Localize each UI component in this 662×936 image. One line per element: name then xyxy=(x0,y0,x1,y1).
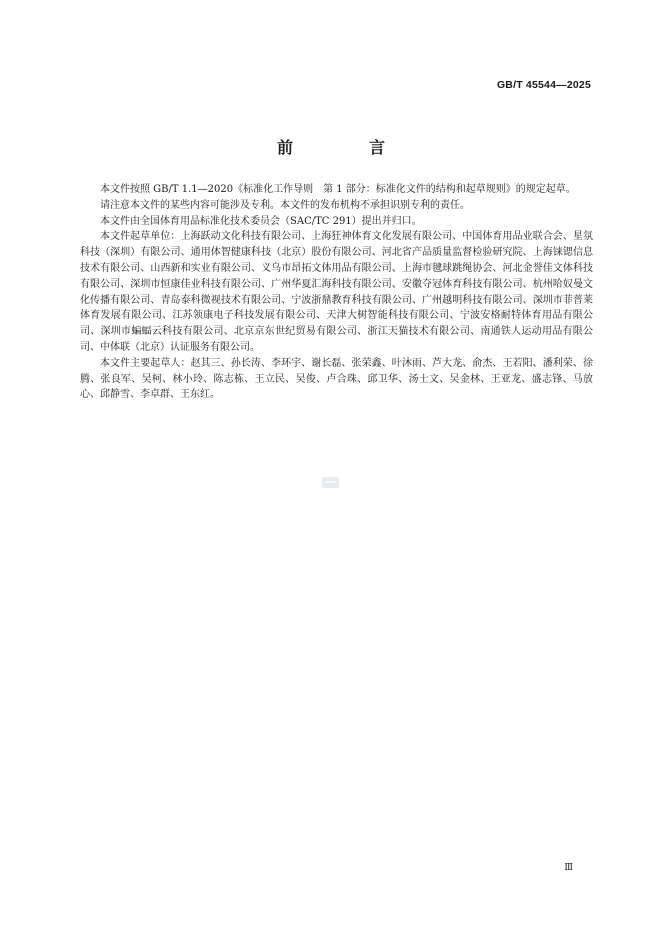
paragraph-drafting-units: 本文件起草单位：上海跃动文化科技有限公司、上海狂神体育文化发展有限公司、中国体育用品业联合会、星氛科技（深圳）有限公司、通用体智健康科技（北京）股份有限公司、河北省产品质量监督检验研究院、上海铼锶信息技术有限公司、山西新和实业有限公司、义乌市昂拓文体用品有限公司、上海市毽球跳绳协会、河北金誉佳文体科技有限公司、深圳市恒康佳业科技有限公司、广州华夏汇海科技有限公司、安徽夺冠体育科技有限公司、杭州哈奴曼文化传播有限公司、青岛泰科微视技术有限公司、宁波浙鼎教育科技有限公司、广州越明科技有限公司、深圳市菲普莱体育发展有限公司、江苏领康电子科技发展有限公司、天津大树智能科技有限公司、宁波安格耐特体育用品有限公司、深圳市蝙蝠云科技有限公司、北京京东世纪贸易有限公司、浙江天猫技术有限公司、南通铁人运动用品有限公司、中体联（北京）认证服务有限公司。 xyxy=(80,231,593,353)
page-number: Ⅲ xyxy=(564,862,573,872)
paragraph-patent-notice: 请注意本文件的某些内容可能涉及专利。本文件的发布机构不承担识别专利的责任。 xyxy=(100,199,470,211)
paragraph-drafting-rules: 本文件按照 GB/T 1.1—2020《标准化工作导则 第 1 部分：标准化文件的结构和起草规则》的规定起草。 xyxy=(100,184,576,195)
page-title: 前 言 xyxy=(276,138,415,157)
paragraph-drafters: 本文件主要起草人：赵其三、孙长涛、李环宇、谢长磊、张荣鑫、叶沐雨、芦大龙、俞杰、王若阳、潘利荣、徐腾、张良军、吴柯、林小玲、陈志栋、王立民、吴俊、卢合珠、邱卫华、汤士文、吴金林、王亚龙、盛志锋、马放心、邱静雪、李卓群、王东红。 xyxy=(80,357,593,401)
watermark-logo xyxy=(322,477,339,488)
standard-code: GB/T 45544—2025 xyxy=(496,79,591,91)
paragraph-proposer: 本文件由全国体育用品标准化技术委员会（SAC/TC 291）提出并归口。 xyxy=(100,215,422,227)
foreword-body xyxy=(80,182,593,403)
